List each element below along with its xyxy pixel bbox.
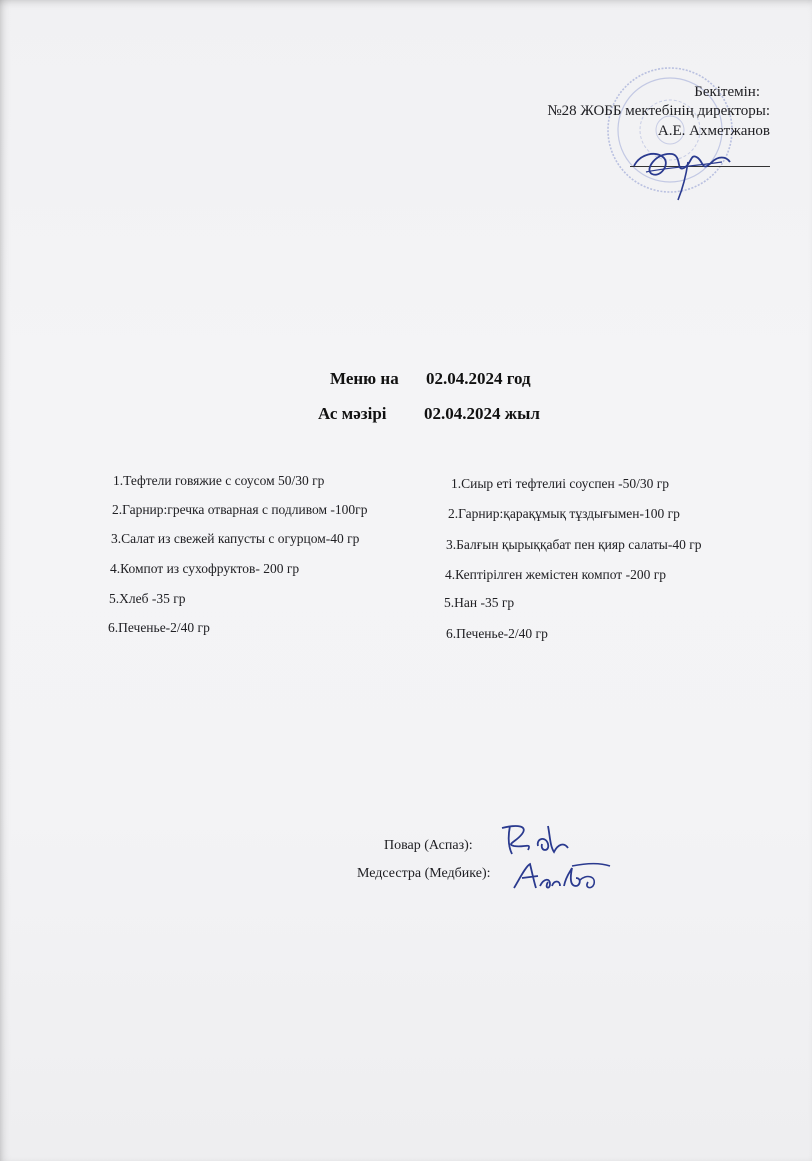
menu-ru-item: 6.Печенье-2/40 гр [108,620,210,635]
director-signature [626,132,738,204]
menu-kk-item: 6.Печенье-2/40 гр [446,626,548,641]
approval-position: №28 ЖОББ мектебінің директоры: [547,103,770,119]
menu-kk-item: 5.Нан -35 гр [444,595,515,610]
approval-name: А.Е. Ахметжанов [657,123,770,139]
menu-kk-item: 3.Балғын қырыққабат пен қияр салаты-40 гр [446,537,702,552]
menu-ru-item: 4.Компот из сухофруктов- 200 гр [110,561,300,576]
approval-title: Бекітемін: [694,84,760,100]
menu-heading-kk-label: Ас мәзірі [318,404,387,423]
cook-signature [498,820,574,860]
cook-label: Повар (Аспаз): [384,838,473,853]
menu-ru-item: 3.Салат из свежей капусты с огурцом-40 гр [111,531,360,546]
nurse-label: Медсестра (Медбике): [357,866,491,881]
menu-kk-item: 2.Гарнир:қарақұмық тұздығымен-100 гр [448,506,680,521]
menu-kk-item: 1.Сиыр еті тефтелиі соуспен -50/30 гр [451,476,670,491]
menu-heading-ru-label: Меню на [330,369,399,388]
menu-ru-item: 1.Тефтели говяжие с соусом 50/30 гр [113,473,325,488]
menu-heading-kk-date: 02.04.2024 жыл [424,404,540,423]
menu-kk-item: 4.Кептірілген жемістен компот -200 гр [445,567,666,582]
nurse-signature [510,858,614,894]
menu-ru-item: 5.Хлеб -35 гр [109,591,186,606]
menu-heading-ru-date: 02.04.2024 год [426,369,531,388]
menu-ru-item: 2.Гарнир:гречка отварная с подливом -100гр [112,502,368,517]
